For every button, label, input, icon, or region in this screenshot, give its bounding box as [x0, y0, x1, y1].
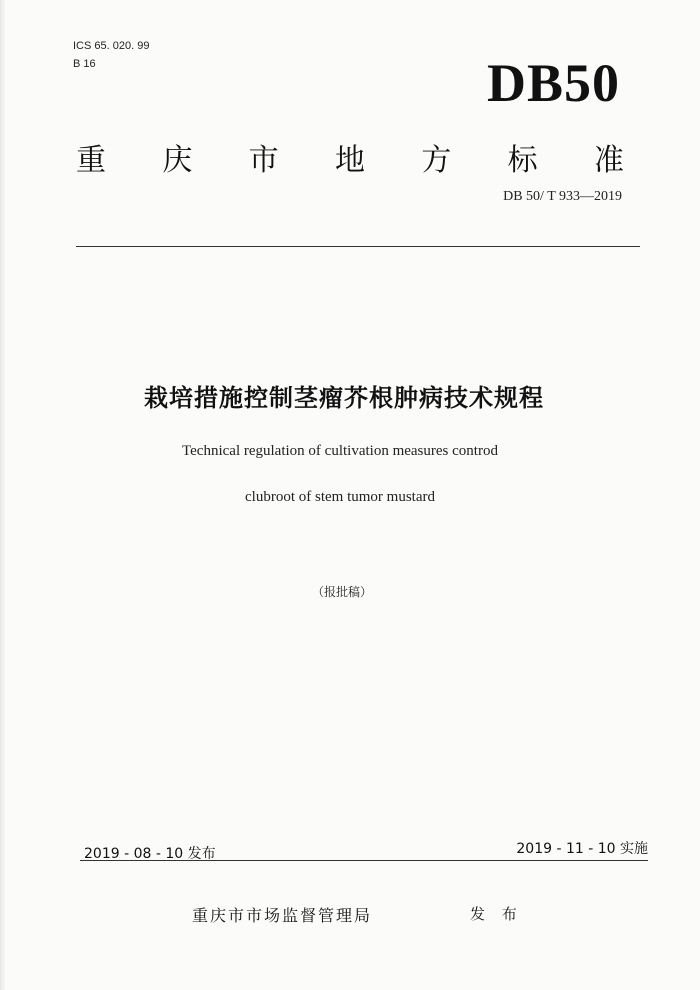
ccs-code: B 16 — [73, 58, 96, 70]
title-english-line2: clubroot of stem tumor mustard — [245, 489, 435, 505]
issue-date: 2019 - 08 - 10 发布 — [84, 846, 216, 862]
issue-verb: 发 布 — [470, 905, 523, 923]
standard-type-char: 标 — [507, 143, 540, 178]
title-chinese: 栽培措施控制茎瘤芥根肿病技术规程 — [144, 384, 544, 412]
classification-codes — [73, 37, 149, 73]
header-divider — [76, 246, 640, 247]
standard-number: DB 50/ T 933—2019 — [503, 189, 622, 204]
title-english-line1: Technical regulation of cultivation measures controd — [182, 443, 498, 459]
standard-type-heading — [76, 135, 626, 179]
draft-status: （报批稿） — [311, 585, 372, 599]
issuing-authority: 重庆市市场监督管理局 — [192, 906, 373, 925]
standard-type-char: 重 — [76, 143, 108, 178]
standard-type-char: 地 — [334, 143, 367, 178]
standard-type-char: 市 — [248, 143, 281, 178]
standard-logo: DB50 — [486, 53, 620, 113]
footer-divider — [80, 860, 648, 861]
ics-code: ICS 65. 020. 99 — [73, 40, 150, 52]
standard-type-char: 庆 — [162, 143, 195, 178]
standard-type-char: 准 — [593, 143, 626, 178]
standard-type-char: 方 — [421, 143, 454, 178]
effective-date: 2019 - 11 - 10 实施 — [516, 841, 648, 857]
